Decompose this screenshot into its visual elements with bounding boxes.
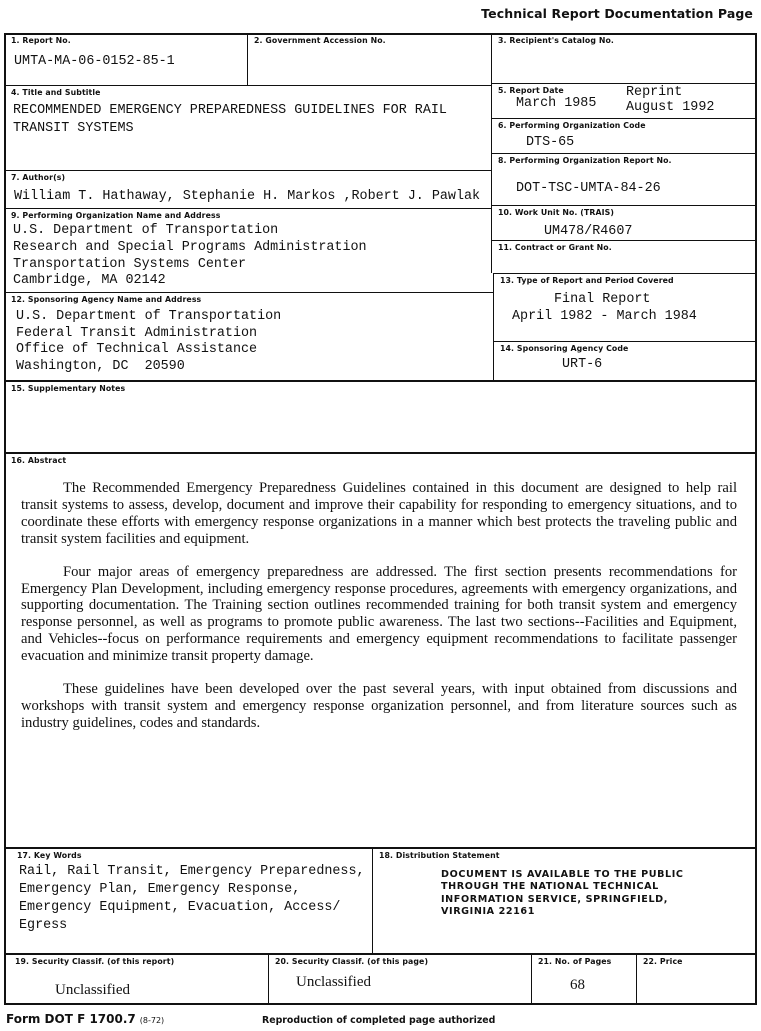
authors: William T. Hathaway, Stephanie H. Markos ,Robert J. Pawlak bbox=[14, 189, 481, 204]
form-identifier bbox=[6, 1012, 164, 1026]
address-line: Transportation Systems Center bbox=[13, 257, 247, 272]
field-abstract bbox=[4, 452, 757, 847]
field-label: 21. No. of Pages bbox=[538, 957, 612, 966]
field-label: 7. Author(s) bbox=[11, 173, 66, 182]
security-classification-page: Unclassified bbox=[296, 974, 371, 990]
performing-org-code: DTS-65 bbox=[526, 135, 575, 150]
address-line: U.S. Department of Transportation bbox=[13, 223, 279, 238]
field-label: 17. Key Words bbox=[17, 851, 82, 860]
distribution-statement bbox=[441, 869, 684, 919]
form-revision: (8-72) bbox=[139, 1016, 165, 1025]
distribution-line: THROUGH THE NATIONAL TECHNICAL bbox=[441, 881, 659, 893]
reprint-date: August 1992 bbox=[626, 100, 715, 115]
field-label: 16. Abstract bbox=[11, 456, 67, 465]
abstract-paragraph: The Recommended Emergency Preparedness Guidelines contained in this document are designed to help rail transit systems to assess, develop, document and improve their capability for responding to emergency situations, and to coordinate these efforts with emergency response organizations in a manner which best protects the traveling public and transit system facilities and equipment. bbox=[21, 480, 737, 547]
field-work-unit bbox=[491, 205, 757, 240]
field-price bbox=[636, 953, 757, 1005]
reproduction-note: Reproduction of completed page authorized bbox=[262, 1015, 496, 1026]
field-label: 2. Government Accession No. bbox=[254, 36, 386, 45]
report-date: March 1985 bbox=[516, 96, 597, 111]
field-performing-org-code bbox=[491, 118, 757, 153]
field-key-words bbox=[4, 847, 372, 953]
field-security-class-report bbox=[4, 953, 268, 1005]
field-label: 3. Recipient's Catalog No. bbox=[498, 36, 614, 45]
field-label: 4. Title and Subtitle bbox=[11, 88, 101, 97]
field-government-accession bbox=[247, 33, 491, 85]
field-label: 18. Distribution Statement bbox=[379, 851, 500, 860]
performing-org-report-number: DOT-TSC-UMTA-84-26 bbox=[516, 181, 661, 196]
key-words-line: Egress bbox=[19, 918, 68, 933]
field-label: 1. Report No. bbox=[11, 36, 71, 45]
field-label: 22. Price bbox=[643, 957, 683, 966]
distribution-line: DOCUMENT IS AVAILABLE TO THE PUBLIC bbox=[441, 869, 684, 880]
address-line: Washington, DC 20590 bbox=[16, 359, 185, 374]
key-words-line: Rail, Rail Transit, Emergency Preparedness, bbox=[19, 864, 365, 879]
field-title bbox=[4, 85, 491, 170]
field-security-class-page bbox=[268, 953, 531, 1005]
address-line: Research and Special Programs Administration bbox=[13, 240, 367, 255]
field-label: 14. Sponsoring Agency Code bbox=[500, 344, 629, 353]
abstract-body bbox=[21, 480, 737, 748]
key-words-line: Emergency Equipment, Evacuation, Access/ bbox=[19, 900, 341, 915]
field-label: 19. Security Classif. (of this report) bbox=[15, 957, 175, 966]
field-label: 6. Performing Organization Code bbox=[498, 121, 646, 130]
field-label: 10. Work Unit No. (TRAIS) bbox=[498, 208, 615, 217]
address-line: U.S. Department of Transportation bbox=[16, 309, 282, 324]
field-label: 8. Performing Organization Report No. bbox=[498, 156, 672, 165]
field-label: 12. Sponsoring Agency Name and Address bbox=[11, 295, 202, 304]
report-number: UMTA-MA-06-0152-85-1 bbox=[14, 54, 175, 69]
work-unit-number: UM478/R4607 bbox=[544, 224, 633, 239]
field-report-type-period bbox=[493, 273, 757, 341]
field-distribution-statement bbox=[372, 847, 757, 953]
field-recipient-catalog bbox=[491, 33, 757, 83]
report-type: Final Report bbox=[554, 292, 651, 307]
period-covered: April 1982 - March 1984 bbox=[512, 309, 697, 324]
field-label: 20. Security Classif. (of this page) bbox=[275, 957, 429, 966]
field-label: 11. Contract or Grant No. bbox=[498, 243, 612, 252]
field-label: 15. Supplementary Notes bbox=[11, 384, 126, 393]
field-label: 13. Type of Report and Period Covered bbox=[500, 276, 674, 285]
field-performing-org-report-no bbox=[491, 153, 757, 205]
key-words-line: Emergency Plan, Emergency Response, bbox=[19, 882, 301, 897]
reprint-label: Reprint bbox=[626, 85, 683, 100]
form-id: Form DOT F 1700.7 bbox=[6, 1012, 136, 1026]
field-performing-org-name bbox=[4, 208, 491, 292]
field-sponsoring-agency-name bbox=[4, 292, 493, 380]
sponsoring-agency-code: URT-6 bbox=[562, 357, 603, 372]
field-report-no bbox=[4, 33, 247, 85]
security-classification-report: Unclassified bbox=[55, 982, 130, 998]
field-sponsoring-agency-code bbox=[493, 341, 757, 380]
page-title: Technical Report Documentation Page bbox=[481, 6, 753, 21]
field-contract-grant bbox=[491, 240, 757, 273]
field-number-of-pages bbox=[531, 953, 636, 1005]
report-title-line: RECOMMENDED EMERGENCY PREPAREDNESS GUIDELINES FOR RAIL bbox=[13, 103, 447, 118]
number-of-pages: 68 bbox=[570, 977, 585, 993]
field-label: 9. Performing Organization Name and Address bbox=[11, 211, 221, 220]
field-authors bbox=[4, 170, 491, 208]
field-report-date bbox=[491, 83, 757, 118]
field-supplementary-notes bbox=[4, 380, 757, 452]
report-title-line: TRANSIT SYSTEMS bbox=[13, 121, 134, 136]
address-line: Office of Technical Assistance bbox=[16, 342, 258, 357]
distribution-line: INFORMATION SERVICE, SPRINGFIELD, bbox=[441, 893, 668, 905]
distribution-line: VIRGINIA 22161 bbox=[441, 906, 535, 918]
abstract-paragraph: These guidelines have been developed over the past several years, with input obtained from discussions and workshops with transit system and emergency response organization personnel, and from literature sources such as industry guidelines, codes and standards. bbox=[21, 681, 737, 731]
address-line: Cambridge, MA 02142 bbox=[13, 273, 166, 288]
address-line: Federal Transit Administration bbox=[16, 326, 258, 341]
abstract-paragraph: Four major areas of emergency preparedness are addressed. The first section presents recommendations for Emergency Plan Development, including emergency response procedures, agreements with emergency organizations, and supporting documentation. The Training section outlines recommended training for both transit system and emergency response personnel, as well as programs to promote public awareness. The last two sections--Facilities and Equipment, and Vehicles--focus on performance requirements and emergency equipment recommendations to facilitate passenger evacuation and minimize transit property damage. bbox=[21, 563, 737, 665]
field-label: 5. Report Date bbox=[498, 86, 564, 95]
